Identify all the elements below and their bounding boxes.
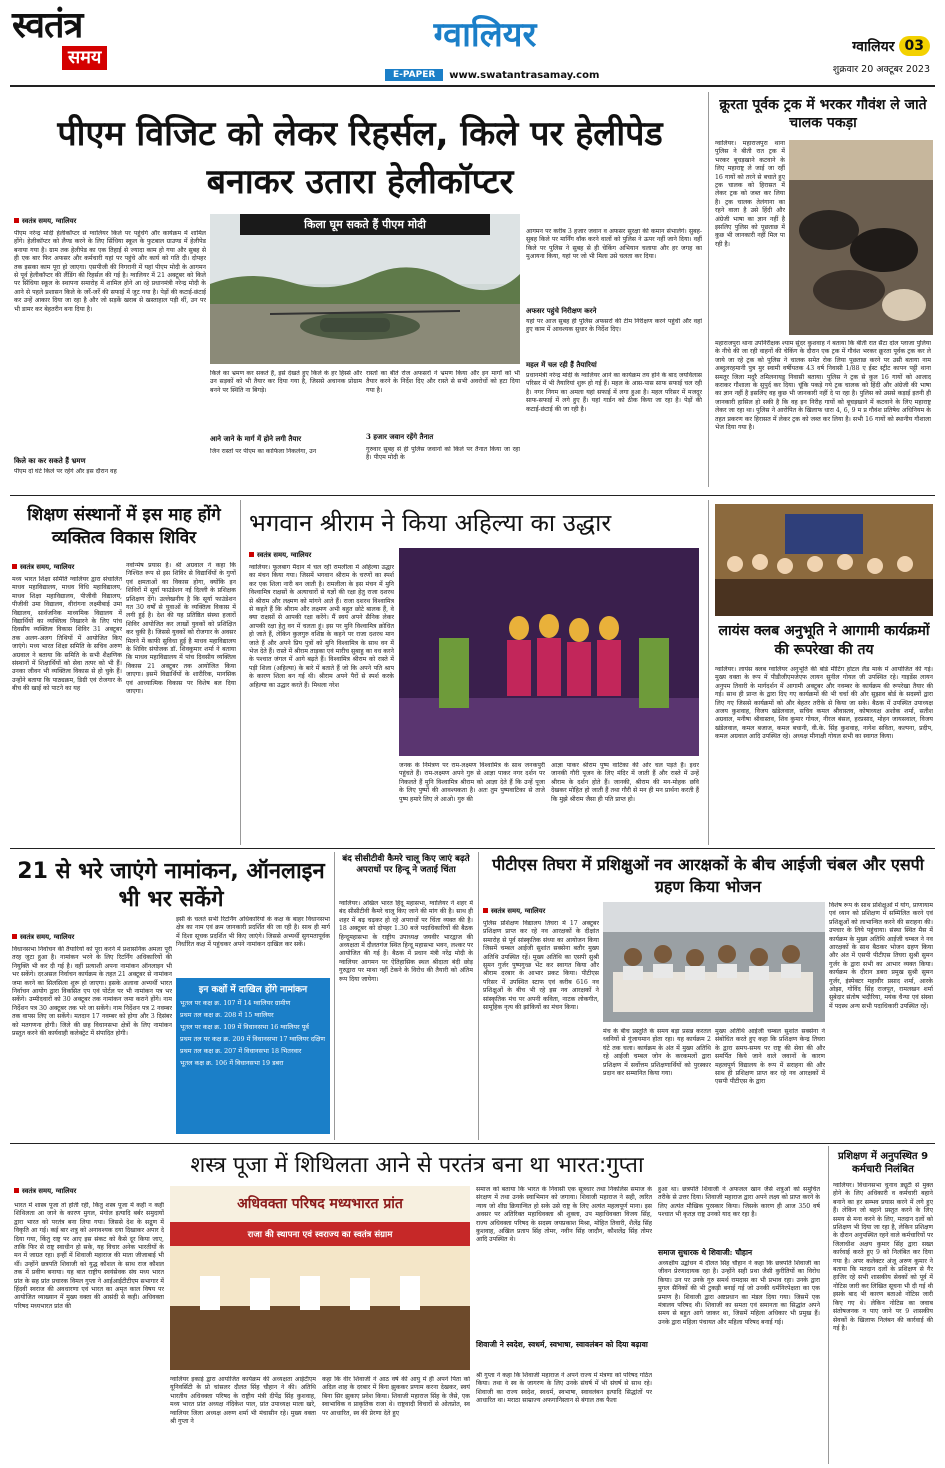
namankan-headline: 21 से भरे जाएंगे नामांकन, ऑनलाइन भी भर सकेंगे	[17, 859, 325, 912]
namankan-box-item: प्रथम तल कक्ष क्र. 207 में विधानसभा 18 भितरवार	[180, 1047, 302, 1055]
shastra-col2: ग्वालियर इकाई द्वारा आयोजित कार्यक्रम की अध्यक्षता आईटीएम यूनिवर्सिटी के प्रो चांसलर दौलत सिंह चौहान ने की। अतिथि भारतीय अधिवक्ता परिषद के राष्ट्रीय मंत्री दीपेंद्र सिंह कुशवाह, मध्य भारत प्रांत अध्यक्ष नंदिकेश पाल, प्रांत उपाध्यक्ष माला खरे, ग्वालियर जिला अध्यक्ष अरुण शर्मा भी मंचासीन रहे। मुख्य वक्ता श्री गुप्ता ने	[170, 1376, 316, 1426]
lead-col1: पीएम नरेन्द्र मोदी हेलीकॉप्टर से ग्वालियर किले पर पहुंचेंगे और कार्यक्रम में शामिल होंगे। हेलीकॉप्टर को लैण्ड करने के लिए सिंधिया स्कूल के फुटबाल ग्राउण्ड में हेलीपेड बनाया गया है। ग्राम तक हेलीपेड का एक तिहाई से ज्यादा काम हो गया और सुबह से ही एक बार फिर अफसर और कर्मचारी यहां पर पहुंचे और कार्य को गति दी। दोपहर तक इसका काम पूरा हो जाएगा। एसपीजी की निगरानी में यहां पीएम मोदी के आगमन से पूर्व हेलीकॉप्टर की लैंडिंग की रिहर्सल की गई है। ग्वालियर में 21 अक्टूबर को किले पर सिंधिया स्कूल के स्थापना समारोह में शामिल होने आ रहे प्रधानमंत्री नरेन्द्र मोदी के आने से पहले प्रशासन किले के जर्रे-जर्रे की सफाई में जुट गया है। पेड़ों की कटाई-छंटाई कर उन्हें आकार दिया जा रहा है और जो सड़कें खराब से खस्ताहाल पड़ी थीं, उन पर भी डामर कर बेहतरीन बना दिया है।	[14, 230, 206, 313]
shastra-col5: हुआ था। छत्रपति शिवाजी ने अफजल खान जैसे शत्रुओं को समुचित तरीके से उत्तर दिया। शिवाजी महाराज द्वारा अपने लक्ष्य को प्राप्त करने के लिए अत्यंत मौखिक पुरस्कार किया। जिसके कारण ही आज 350 वर्ष पश्चात भी कृतज्ञ राष्ट्र उनको याद कर रहा है।	[658, 1186, 820, 1219]
lions-story	[708, 500, 936, 845]
lead-col4: आगमन पर करीब 3 हजार जवान व अफसर सुरक्षा की कमान संभालेंगे। सुबह-सुबह किले पर मार्निंग वॉक करने वालों को पुलिस ने ऊपर नहीं जाने दिया। वहीं किले पर पुलिस ने सुबह से ही चेकिंग अभियान चलाया और हर जगह का मुआयना किया, यहां पर जो भी मिला उसे चलता कर दिया।	[526, 228, 702, 261]
issue-date: शुक्रवार 20 अक्टूबर 2023	[832, 64, 930, 75]
lead-col4-mid: यहां पर आज सुबह ही पुलिस अफसरों की टीम निरीक्षण करने पहुंची और वहां हुए काम में आवश्यक सुधार के निर्देश दिए।	[526, 318, 702, 334]
section-rule-3	[10, 1143, 935, 1144]
shastra-col5-tail: अध्यक्षीय उद्बोधन में दौलत सिंह चौहान ने कहा कि छत्रपति शिवाजी का जीवन प्रेरणादायक रहा है। उन्होंने सही प्रथा जैसी कुरीतियों का विरोध किया। उन पर उनके गुरु समर्थ रामदास का भी प्रभाव रहा। उनके द्वारा मुगल सैनिकों की भी टुकड़ी बनाई गई जो उनकी धर्मनिरपेक्षता का एक प्रमाण है। शिवाजी द्वारा अष्टप्रधान का मंडल दिया गया। जिसमें एक मंत्रालय परिषद थी। शिवाजी का समता एवं समानता का सिद्धांत अपने समय से बहुत आगे जाकर था, जिसमें महिला अधिकार भी प्रमुख हैं। उनके द्वारा महिला पंचायत और महिला परिषद बनाई गई।	[658, 1260, 820, 1326]
pts-col3: मुख्य अतिथि आईजी चम्बल सुशांत सक्सेना ने संबोधित करते हुए कहा कि प्रशिक्षण केन्द्र तिघरा के द्वारा समय-समय पर राष्ट्र की सेवा की और समर्पित किये जाने वाले जवानों के कारण महत्वपूर्ण विद्यालय के रूप में सराहना की और साथ ही प्रशिक्षण प्राप्त कर रहे नव आरक्षकों में एसपी पीटीएस के द्वारा	[715, 1028, 825, 1086]
shastra-col3: कहा कि वीर शिवाजी ने आठ वर्ष की आयु में ही अपने पिता को अदिल शाह के दरबार में बिना झुककर प्रणाम करना देखकर, स्वयं बिना सिर झुकाए प्रवेश किया। शिवाजी महाराज सिंह के जैसे, एक स्वाभाविक व प्राकृतिक राजा थे। राष्ट्रवादी विचारों से ओतप्रोत, स्व पर आधारित, स्व की प्रेरणा देते हुए	[322, 1376, 470, 1417]
lead-col1-tail: पीएम दो घंटे किले पर रहेंगे और इस दौरान वह	[14, 468, 117, 475]
byline-marker-icon	[14, 218, 19, 223]
byline-marker-icon	[14, 1188, 19, 1193]
helicopter-photo	[210, 214, 520, 364]
shikshan-col1: मध्य भारत शिक्षा समिति ग्वालियर द्वारा संचालित माधव महाविद्यालय, माधव विधि महाविद्यालय, माधव शिक्षा महाविद्यालय, पीजीवी विद्यालय, पीजीवी उमा विद्यालय, वीरांगना लक्ष्मीबाई उमा विद्यालय, सार्वजनिक माध्यमिक विद्यालय में विद्यार्थियों का व्यक्तित्व निखारने के लिए पांच दिवसीय व्यक्तित्व विकास शिविर 31 अक्टूबर तक अलग-अलग तिथियों में आयोजित किए जाएंगे। मध्य भारत शिक्षा समिति के सचिव अरुण अग्रवाल ने बताया कि समिति के सभी शैक्षणिक संस्थानों में शिक्षार्थियों को सेवा तत्पर को भी हैं। उनका जीवन भी व्यक्तित्व विकास से हो चुके हैं। उन्होंने बताया कि पाठ्यक्रम, डिग्री एवं रोजगार के बीच की खाई को पाटने का यह	[12, 576, 122, 693]
lead-col3: रास्तों का बीते रोज अफसरों ने भ्रमण किया और इन मार्गों को भी तैयार करने के निर्देश दिए और रास्ते से सभी अवरोधों को हटा दिया गया है।	[366, 370, 520, 394]
shastra-byline: स्वतंत्र समय, ग्वालियर	[14, 1186, 76, 1195]
lead-byline: स्वतंत्र समय, ग्वालियर	[14, 216, 76, 225]
shikshan-headline: शिक्षण संस्थानों में इस माह होंगे व्यक्तित्व विकास शिविर	[27, 505, 221, 548]
cow-text-top: ग्वालियर। महाराजपुरा थाना पुलिस ने बीती रात ट्रक में भरकर बूचड़खाने कटवाने के लिए महाराष्ट्र ले जाई जा रहीं 16 गायों को तरने से बचाते हुए ट्रक चालक को हिरासत में लेकर ट्रक को जब्त कर लिया है। ट्रक चालक तेलंगाना का रहने वाला है उसे हिंदी और अंग्रेजी भाषा का ज्ञान नहीं है इसलिए पुलिस को पूछताछ में कुछ भी जानकारी नहीं मिल पा रही है।	[715, 140, 785, 248]
ram-col2: जनक के निमंत्रण पर राम-लक्ष्मण विश्वामित्र के साथ जनकपुरी पहुंचते हैं। राम-लक्ष्मण अपने गुरु से आज्ञा पाकर नगर दर्शन पर निकलते हैं मुनि विश्वामित्र श्रीराम को आज्ञा देते हैं कि उन्हें पूजा के लिए पुष्पों की आवश्यकता है। अतः तुम पुष्पवाटिका से ताजे पुष्प हमारे लिए ले आओ। गुरु की	[399, 762, 545, 803]
logo-top: स्वतंत्र	[12, 5, 83, 46]
helicopter-photo-image	[210, 214, 520, 364]
pts-col4: विशेष रूप के साथ प्रशिक्षुओं में योग, प्राणायाम एवं ध्यान को प्रशिक्षण में सम्मिलित करने एवं प्रशिक्षुओं को लाभान्वित करने की सराहना की। उपचार के लिये पहुंचाया। संस्था स्थित मैस में कार्यक्रम के मुख्य अतिथि आईजी चम्बल ने नव आरक्षकों के साथ बैठकर भोजन ग्रहण किया और अंत में एसपी पीटीएस तिघरा सुश्री सुमन गुर्जर के द्वारा सभी का आभार व्यक्त किया। कार्यक्रम के दौरान डबरा प्रमुख सुश्री सुमन गुर्जर, इंस्पेक्टर महावीर प्रसाद शर्मा, आरके ओझा, गोविंद सिंह राजपूत, रामलखन शर्मा सुबेदार संतोष भदौरिया, मयंक चैन्या एवं संस्था में पदस्थ अन्य सभी पदाधिकारी उपस्थित रहें।	[829, 902, 933, 1010]
logo-bottom: समय	[62, 46, 107, 70]
pts-photo	[603, 902, 825, 1022]
namankan-story	[10, 852, 332, 1140]
namankan-box-title: इन कक्षों में दाखिल होंगे नामांकन	[198, 985, 308, 995]
lead-col4-sub: अफसर पहुंचे निरीक्षण करने	[526, 306, 597, 315]
banner-subtitle: राजा की स्थापना एवं स्वराज्य का स्वतंत्र संग्राम	[247, 1230, 393, 1240]
banner-title: अधिवक्ता परिषद मध्यभारत प्रांत	[237, 1196, 403, 1212]
shastra-headline: शस्त्र पूजा में शिथिलता आने से परतंत्र बना था भारत:गुप्ता	[190, 1153, 644, 1178]
page-city: ग्वालियर	[852, 38, 895, 55]
shastra-col4: समाज को बताया कि भारत के निवासी एक सूत्रधार तथा निकलिस समाज के संरक्षण में तथा उनके स्वाभिमान को जगाया। शिवाजी महाराज ने सही, त्वरित न्याय जो शीघ्र क्रियान्वित हो सके उसे राष्ट्र के लिए अत्यंत महत्वपूर्ण माना। इस अवसर पर अतिरिक्त महाधिवक्ता श्री शुक्ला, उप महाधिवक्ता विजय सिंह, राज्य अधिवक्ता परिषद के सदस्य जयप्रकाश मिश्रा, मोहित तिवारी, शैलेंद्र सिंह कुशवाह, अखिल प्रताप सिंह तोमर, नवीन सिंह जादौन, कौशलेंद्र सिंह तोमर आदि उपस्थित थे।	[476, 1186, 652, 1244]
namankan-box	[176, 978, 330, 1134]
byline-marker-icon	[12, 564, 17, 569]
shastra-photo-image	[170, 1186, 470, 1370]
byline-marker-icon	[249, 552, 254, 557]
praman-headline: प्रशिक्षण में अनुपस्थित 9 कर्मचारी निलंबित	[837, 1151, 929, 1175]
cow-text-bottom: महाराजपुरा थाना उपनिरीक्षक श्याम सुंदर कुशवाह ने बताया कि बीती रात सैंटा दोल प्लाजा पुलिया के नीचे की जा रही वाहनों की चेकिंग के दौरान एक ट्रक में गौवंश भरकर क्रूरता पूर्वक ट्रक कर ले जाये जा रहे ट्रक को पुलिस ने चालक समेत रोक लिया पूछताछ करने पर उसी बताया नाम अब्दुलरहमानी पुत्र मुर स्वामी वर्षीयतक 43 वर्ष निवासी 1/88 ए ईस्ट स्ट्रीट कापन पट्टी थाना समतूर जिला मदुरै तमिलनायडु निवासी बताया। पुलिस ने ट्रक से कुल 16 गायों को आजाद कराकर गौशाला के सुपुर्द कर दिया। चूंकि पकड़े गये ट्रक चालक को हिंदी और अंग्रेजी की भाषा का ज्ञान नहीं है इसलिए वह कुछ भी जानकारी नहीं दे पा रहा है। पुलिस को उससे कड़ाई इतनी ही जानकारी हासिल हो सकी है कि वह इन निरीह गायों को बूचड़खाने में कटवाने के लिए महाराष्ट्र लेकर जा रहा था। पुलिस ने आरोपित के खिलाफ धारा 4, 6, 9 म प्र गौवंश प्रतिषेध अधिनियम के तहत प्रकरण कर हिरासत में लेकर ट्रक को जब्त कर लिया है। सभी 16 गायों को स्थानीय गौशाला भेज दिया गया है।	[715, 340, 931, 432]
namankan-byline: स्वतंत्र समय, ग्वालियर	[12, 932, 74, 941]
ramlila-photo	[399, 548, 699, 756]
page-info	[780, 36, 930, 80]
ram-col1: ग्वालियर। फूलबाग मैदान में चल रही रामलीला में अहिल्या उद्धार का मंचन किया गया। जिसमें भगवान श्रीराम के चरणों का स्पर्श कर एक शिला नारी बन जाती है। रामलीला के इस मंचन में मुनि विश्वामित्र राक्षसों के अत्याचारों से यज्ञों की रक्षा हेतु राजा दशरथ से श्रीराम और लक्ष्मण को मांगने आते हैं। राजा दशरथ विश्वामित्र से कहते हैं कि श्रीराम और लक्ष्मण अभी बहुत छोटे बालक हैं, वे क्या राक्षसों से आपकी रक्षा करेंगे। मैं स्वयं अपने सैनिक लेकर आपकी रक्षा हेतु वन में चलता हूं। इस पर मुनि विश्वामित्र क्रोधित हो जाते हैं, लेकिन कुलगुरु वशिष्ठ के कहने पर राजा दशरथ मान जाते हैं और अपने प्रिय पुत्रों को मुनि विश्वामित्र के साथ वन में भेज देते हैं। रास्ते में श्रीराम ताड़का एवं मारीच सुबाहु का वध करने के पश्चात जंगल में आगे बढ़ते हैं। विश्वामित्र श्रीराम को रास्ते में पड़ी शिला (अहिल्या) के बारे में बताते हैं जो कि अपने पति श्राप के कारण शिला बन गई थी। श्रीराम अपने पैरों से स्पर्श करके अहिल्या का उद्धार करते हैं। मिथला नरेश	[249, 564, 394, 689]
lead-col2-sub: आने जाने के मार्ग में होने लगी तैयार	[210, 434, 302, 443]
praman-text: ग्वालियर। विधानसभा चुनाव ड्यूटी से मुक्त होने के लिए अधिकारी व कर्मचारी बहाने बनाने का हर सम्भव प्रयास करने में लगे हुए हैं। लेकिन जो बहाने प्रस्तुत करने के लिए समय से मना करने के लिए, मतदान दलों को प्रशिक्षण भी दिया जा रहा है, लेकिन प्रशिक्षण के दौरान अनुपस्थित रहने वाले कर्मचारियों पर जिलाधीश अक्षय कुमार सिंह द्वारा सख्त कार्रवाई करते हुए 9 को निलंबित कर दिया गया है। अपर कलेक्टर अंजू अरुण कुमार ने बताया कि मतदान दलों के प्रशिक्षण से गैर हाजिर रहे सभी शासकीय सेवकों को पूर्व में नोटिस जारी कर लिखित सूचना भी दी गई थी इसके बाद भी कारण बताओ नोटिस जारी किए गए थे। लेकिन नोटिस का जवाब संतोषजनक न पाए जाने पर 9 शासकीय सेवकों के खिलाफ निलंबन की कार्रवाई की गई है।	[833, 1182, 933, 1332]
lead-col4-sub2: महल में चल रही हैं तैयारियां	[526, 360, 597, 369]
ramlila-photo-image	[399, 548, 699, 756]
lead-col3-sub: 3 हजार जवान रहेंगे तैनात	[366, 432, 434, 441]
lions-photo	[715, 504, 933, 616]
epaper-bar	[385, 68, 620, 82]
namankan-box-item: भूतल पर कक्ष क्र. 109 में विधानसभा 16 ग्वालियर पूर्व	[180, 1023, 309, 1031]
pts-col1: पुलिस प्रशिक्षण विद्यालय तिघरा में 17 अक्टूबर प्रशिक्षण प्राप्त कर रहे नव आरक्षकों के दीक्षांत समारोह से पूर्व सांस्कृतिक संध्या का आयोजन किया जिसमें चम्बल आईजी सुशांत सक्सेना बतौर मुख्य अतिथि उपस्थित रहें। मुख्य अतिथि का एसपी सुश्री सुमन गुर्जर पुष्पगुच्छ भेंट कर स्वागत किया और श्रीराम दरबार के आभार प्रकट किया। पीटीएस परिसर में उपस्थित स्टाफ एवं करीब 616 नव प्रशिक्षुओं के बीच भी रहे इस नव आरक्षकों ने सांस्कृतिक मंच पर अपनी कविता, नाटक लोकगीत, सामूहिक नृत्य की झांकियों का मंचन किया।	[483, 920, 599, 1012]
cow-photo	[789, 140, 933, 335]
lead-col1-sub: किले का कर सकते हैं भ्रमण	[14, 456, 86, 465]
pts-col2: मंच के बीच प्रस्तुति के समय बड़ा प्रसन्न करतल ध्वनियों से गुंजायमान होता रहा। यह कार्यक्रम 2 घंटे तक चला। कार्यक्रम के अंत में मुख्य अतिथि रहे आईजी चम्बल जोन के करकमलों द्वारा प्रशिक्षण में सर्वोत्तम प्रशिक्षणार्थियों को पुरस्कार प्रदान कर सम्मानित किया गया।	[603, 1028, 711, 1078]
namankan-col1: विधानसभा निर्वाचन की तैयारियों को पूरा करने में प्रशासनिक अमला पूरी तरह जुटा हुआ है। नामांकन भरने के लिए रिटर्निंग अधिकारियों की नियुक्ति भी कर दी गई है। वहीं प्रत्याशी अपना नामांकन ऑनलाइन भी भर सकेंगे। दरअसल निर्वाचन कार्यक्रम के तहत 21 अक्टूबर से नामांकन जमा करने का सिलसिला शुरू हो जाएगा। इसके अलावा अभ्यर्थी भारत निर्वाचन आयोग द्वारा विकसित एप एवं पोर्टल पर भी नामांकन पत्र भर सकेंगे। उम्मीदवारों को 30 अक्टूबर तक नामांकन जमा कराने होंगे। नाम निर्देशन पत्र 30 अक्टूबर तक भरे जा सकेंगे। नाम निर्देशन पत्र 2 नवम्बर तक वापस लिए जा सकेंगे। मतदान 17 नवम्बर को होगा और 3 दिसंबर को मतगणना होगी। जिले की छह विधानसभा क्षेत्रों के लिए नामांकन प्रस्तुत करने की कार्यवाही कलेक्ट्रेट में संपादित होगी।	[12, 946, 172, 1038]
namankan-box-item: भूतल पर कक्ष क्र. 107 में 14 ग्वालियर ग्रामीण	[180, 999, 291, 1007]
city-name: ग्वालियर	[433, 15, 537, 55]
lions-headline: लायंस क्लब अनुभूति ने आगामी कार्यक्रमों की रूपरेखा की तय	[718, 623, 930, 658]
shastra-col5-sub: समाज सुधारक थे शिवाजी: चौहान	[658, 1248, 753, 1257]
praman-story	[828, 1146, 936, 1464]
shastra-story	[10, 1146, 824, 1464]
ram-story	[240, 500, 705, 845]
ram-byline: स्वतंत्र समय, ग्वालियर	[249, 550, 311, 559]
ram-headline: भगवान श्रीराम ने किया अहिल्या का उद्धार	[249, 509, 612, 537]
lead-col3-tail: गुरुवार सुबह से ही पुलिस जवानों को किले पर तैनात किया जा रहा है। पीएम मोदी के	[366, 446, 520, 462]
lead-col2-tail: जिन रास्तों पर पीएम का काफिला निकलेगा, उन	[210, 448, 317, 455]
pts-photo-image	[603, 902, 825, 1022]
pts-story	[478, 852, 936, 1140]
cow-headline: क्रूरता पूर्वक ट्रक में भरकर गौवंश ले जाते चालक पकड़ा	[719, 97, 927, 131]
shastra-col1: भारत में शास्त्र पूजा तो होती रही, किंतु शस्त्र पूजा में कहीं न कहीं शिथिलता आ जाने के कारण मुगल, मंगोल इत्यादि बर्बर समुदायों द्वारा भारत को परतंत्र बना लिया गया। जिससे देश के सद्गुण में विकृति आ गई। कई बार शत्रु को अनावश्यक दया दिखाकर अपार दे दिया गया, किंतु राष्ट्र पर आए इस संकट को कैसे दूर किया जाए, ताकि फिर से राष्ट्र स्वाधीन हो सके, यह विचार अनेक भारतीयों के मन में जाग्रत रहा। इन्हीं में शिवाजी महाराज की माता जीजाबाई भी थीं। उन्होंने छत्रपति शिवाजी को युद्ध कौशल के साथ राज कौशल तक में प्रवीण बनाया। यह बात राष्ट्रीय स्वयंसेवक संघ मध्य भारत प्रांत के सह प्रांत प्रचारक विमल गुप्ता ने आईआईटीटीएम सभागार में हिंदवी स्वराज की अवधारणा एवं भारत का अमृत काल विषय पर आयोजित व्याख्यान में मुख्य वक्ता की आसंदी से कही। अधिवक्ता परिषद मध्यभारत प्रांत की	[14, 1202, 164, 1310]
shikshan-story	[10, 500, 238, 845]
namankan-box-item: भूतल कक्ष क्र. 106 में विधानसभा 19 डबरा	[180, 1059, 284, 1067]
shikshan-byline: स्वतंत्र समय, ग्वालियर	[12, 562, 74, 571]
masthead	[0, 0, 945, 88]
page-number: 03	[899, 36, 930, 56]
namankan-box-item: प्रथम तल कक्ष क्र. 208 में 15 ग्वालियर	[180, 1011, 274, 1019]
pts-headline: पीटीएस तिघरा में प्रशिक्षुओं नव आरक्षकों के बीच आईजी चंबल और एसपी ग्रहण किया भोजन	[492, 855, 924, 896]
masthead-rule	[10, 85, 935, 87]
cow-photo-image	[789, 140, 933, 335]
byline-marker-icon	[12, 934, 17, 939]
epaper-tag: E-PAPER	[385, 69, 443, 81]
photo-caption: किला घूम सकते हैं पीएम मोदी	[240, 214, 490, 235]
namankan-box-item: प्रथम तल पर कक्ष क्र. 209 में विधानसभा 17 ग्वालियर दक्षिण	[180, 1035, 326, 1043]
section-rule-1	[10, 495, 935, 496]
lions-photo-image	[715, 504, 933, 616]
lions-text: ग्वालियर। लायंस क्लब ग्वालियर अनुभूति की बोर्ड मीटिंग होटल लैंड मार्क में आयोजित की गई। मुख्य वक्ता के रूप में पीडीजीएमजेएफ लायन सुनील गोयल जी उपस्थित रहे। गाइडेंस लायन अनुपम तिवारी के मार्गदर्शन में आगामी अक्टूबर और नवम्बर के कार्यक्रम की रूपरेखा तैयार की गई। साथ ही प्रान्त के द्वारा दिए गए कार्यक्रमों की भी चर्चा की और सुझाव बोर्ड के सदस्यों द्वारा लिए गए जिससे कार्यक्रमों को और बेहतर तरीके से किया जा सके। बैठक में उपस्थित उपाध्यक्ष अजय कुशवाह, विजय खंडेलवाल, सचिव कमल श्रीवास्तव, कोषाध्यक्ष अशोक शर्मा, सतीश अग्रवाल, मनीषा श्रीवास्तव, शिव कुमार गोयल, नीरज बंसल, हरप्रसाद, मोहन जायसवाल, विजय खंडेलवाल, कमल बजाज, कमल बचानी, वी.के. सिंह कुशवाह, नागेश सविता, कल्पना, प्रदीप, कमल अग्रवाल आदि उपस्थित रहे। अध्यक्ष मीनाक्षी गोयल सभी का स्वागत किया।	[715, 666, 933, 741]
cctv-headline: बंद सीसीटीवी कैमरे चालू किए जाएं बढ़ते अपराधों पर हिन्दू ने जताई चिंता	[342, 854, 470, 875]
section-rule-2	[10, 848, 935, 849]
cctv-story	[334, 852, 476, 1140]
shastra-col4-sub: शिवाजी ने स्वदेश, स्वधर्म, स्वभाषा, स्वावलंबन को दिया बढ़ावा	[476, 1340, 648, 1349]
namankan-col2-top: इसी के चलते सभी रिटर्निंग अधिकारियों के कक्ष के बाहर विधानसभा क्षेत्र का नाम एवं क्रम जानकारी प्रदर्शित की जा रही है। साथ ही मार्ग में दिशा सूचक प्रदर्शित भी किए जाएंगे। जिससे अभ्यर्थी सुगमतापूर्वक निर्धारित कक्ष में पहुंचकर अपने नामांकन दाखिल कर सकें।	[176, 916, 330, 949]
shikshan-col2: नवोन्मेष प्रयास है। श्री अग्रवाल ने कहा कि निश्चित रूप से इस शिविर से विद्यार्थियों के गुणों एवं क्षमताओं का विकास होगा, क्योंकि इन शिविरों में सूर्या फाउंडेशन नई दिल्ली के प्रशिक्षक प्रशिक्षण देंगे। उल्लेखनीय है कि सूर्या फाउंडेशन गत 30 वर्षों से युवाओं के व्यक्तित्व विकास में लगी हुई है। देश की यह प्रतिष्ठित संस्था हजारों शिविर आयोजित कर लाखों युवकों को प्रशिक्षित कर चुकी है। जिससे युवकों को रोजगार के अवसर मिलने में काफी सुविधा हुई है माधव महाविद्यालय के शिविर संयोजक डॉ. शिवकुमार शर्मा ने बताया कि माधव महाविद्यालय में पांच दिवसीय व्यक्तित्व विकास 21 अक्टूबर तक आयोजित किया जाएगा। इसमें विद्यार्थियों के शारीरिक, मानसिक एवं आध्यात्मिक विकास पर विशेष बल दिया जाएगा।	[126, 562, 236, 696]
cctv-text: ग्वालियर। अखिल भारत हिंदू महासभा, ग्वालियर ने शहर में बंद सीसीटीवी कैमरे चालू किए जाने की मांग की है। साथ ही शहर में बढ़ चढ़कर हो रहे अपराधों पर चिंता व्यक्त की है। 18 अक्टूबर को दोपहर 1.30 बजे पदाधिकारियों की बैठक हिन्दूमहासभा के राष्ट्रीय उपाध्यक्ष जयवीर भारद्वाज की अध्यक्षता में दौलतगंज स्थित हिन्दू महासभा भवन, लश्कर पर आयोजित की गई है। बैठक में प्रधान मंत्री नरेंद्र मोदी के ग्वालियर आगमन पर ऐतिहासिक स्थल श्रीदाता बंदी छोड़ गुरुद्वारा पर माथा नहीं टेकने के विरोध की तैयारी को अंतिम रूप दिया जायेगा।	[339, 900, 473, 983]
byline-marker-icon	[483, 908, 488, 913]
logo	[12, 6, 140, 76]
lead-col2: किले का भ्रमण कर सकते है, इसे देखते हुए किले के हर हिस्से और उन सड़कों को भी तैयार कर दिया गया है, जिससे अचानक प्रोग्राम बनने पर स्थिति ना बिगड़े।	[210, 370, 362, 394]
shastra-photo	[170, 1186, 470, 1370]
pts-byline: स्वतंत्र समय, ग्वालियर	[483, 906, 545, 915]
ram-col3: आज्ञा पाकर श्रीराम पुष्प वाटिका की ओर चल पड़ते हैं। इधर जानकी गौरी पूजन के लिए मंदिर में जाती हैं और रास्ते में उन्हें श्रीराम के दर्शन होते हैं। जानकी, श्रीराम की मन-मोहक छवि देखकर मोहित हो जाती हैं तथा गौरी से मन ही मन प्रार्थना करती हैं कि मुझे श्रीराम जैसा ही पति प्राप्त हो।	[551, 762, 699, 803]
shastra-col4-tail: श्री गुप्ता ने कहा कि शिवाजी महाराज ने अपने राज्य में मंत्रणा को परिषद गठित किया। तथा वे स्व के जागरण के लिए उनके संघर्ष में भी संघर्ष से साथ रहे। शिवाजी का राज्य स्वदेश, स्वधर्म, स्वभाषा, स्वावलंबन इत्यादि सिद्धांतों पर आधारित था। मराठा साम्राज्य अफगानिस्तान से बंगाल तक फैला	[476, 1372, 652, 1405]
cow-story	[708, 92, 936, 487]
website-link[interactable]: www.swatantrasamay.com	[449, 69, 600, 81]
lead-story	[10, 92, 710, 492]
lead-headline: पीएम विजिट को लेकर रिहर्सल, किले पर हेलीपेड बनाकर उतारा हेलीकॉप्टर	[57, 114, 663, 202]
lead-col4-tail: प्रधानमंत्री नरेन्द्र मोदी के ग्वालियर आने का कार्यक्रम तय होने के बाद जयविलास परिसर में भी तैयारियां शुरू हो गई हैं। महल के आस-पास साफ सफाई चल रही है। नगर निगम का अमला यहां सफाई में लगा हुआ है। महल परिसर में मजदूर साफ-सफाई में लगे हुए हैं। यहां गार्डन को ठीक किया जा रहा है। पेड़ों की कटाई-छंटाई की जा रही है।	[526, 372, 702, 413]
